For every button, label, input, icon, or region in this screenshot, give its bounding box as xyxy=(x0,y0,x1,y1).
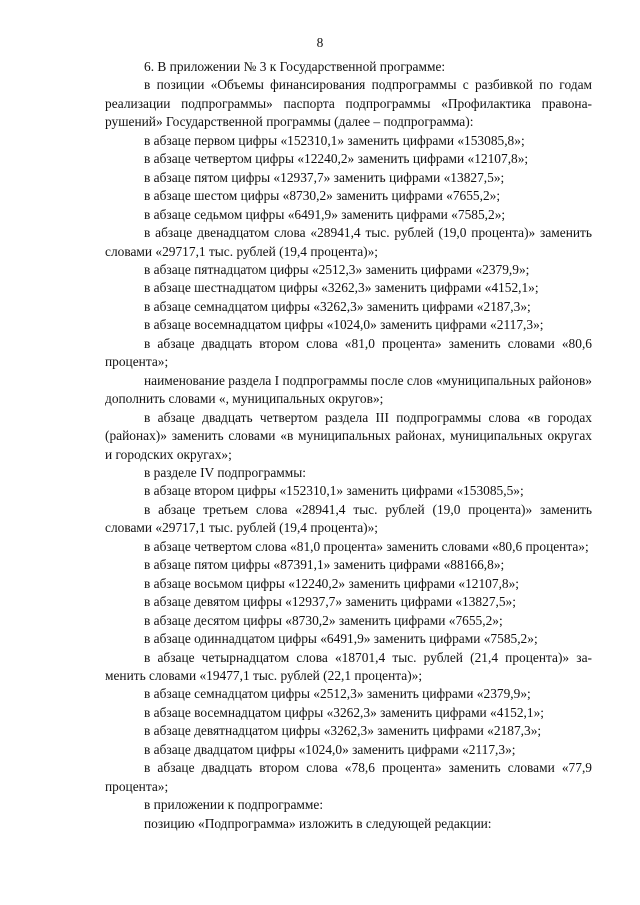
paragraph: в абзаце двенадцатом слова «28941,4 тыс. рублей (19,0 процента)» заменить словами «29717,1 тыс. рублей (19,4 процента)»; xyxy=(105,225,592,259)
paragraph: 6. В приложении № 3 к Государственной программе: xyxy=(144,59,446,74)
paragraph: в абзаце четвертом цифры «12240,2» заменить цифрами «12107,8»; xyxy=(144,151,529,167)
paragraph: в абзаце восемнадцатом цифры «1024,0» заменить цифрами «2117,3»; xyxy=(144,317,544,333)
paragraph: в абзаце семнадцатом цифры «3262,3» заменить цифрами «2187,3»; xyxy=(144,298,531,314)
paragraph: в абзаце двадцатом цифры «1024,0» заменить цифрами «2117,3»; xyxy=(144,741,516,757)
paragraph: в позиции «Объемы финансирования подпрограммы с разбивкой по годам реализации подпрограммы» паспорта подпрограммы «Профилактика правонарушений» Государственной программы (далее – подпрограмма): xyxy=(105,77,592,130)
paragraph: в абзаце пятом цифры «87391,1» заменить цифрами «88166,8»; xyxy=(144,557,505,573)
paragraph: в абзаце первом цифры «152310,1» заменить цифрами «153085,8»; xyxy=(144,132,525,148)
paragraph: в абзаце девятом цифры «12937,7» заменить цифрами «13827,5»; xyxy=(144,594,516,610)
document-body xyxy=(105,58,592,833)
page-number: 8 xyxy=(316,35,324,50)
paragraph: в абзаце двадцать втором слова «81,0 процента» заменить словами «80,6 процента»; xyxy=(105,335,592,370)
paragraph: в абзаце четвертом слова «81,0 процента» заменить словами «80,6 процента»; xyxy=(144,538,589,554)
paragraph: в абзаце пятом цифры «12937,7» заменить цифрами «13827,5»; xyxy=(144,169,505,185)
paragraph: в абзаце четырнадцатом слова «18701,4 тыс. рублей (21,4 процента)» заменить словами «19477,1 тыс. рублей (22,1 процента)»; xyxy=(105,649,592,683)
paragraph: наименование раздела I подпрограммы после слов «муниципальных районов» дополнить словами «, муниципальных округов»; xyxy=(105,372,592,407)
paragraph: в абзаце шестом цифры «8730,2» заменить цифрами «7655,2»; xyxy=(144,188,501,204)
paragraph: в абзаце седьмом цифры «6491,9» заменить цифрами «7585,2»; xyxy=(144,206,506,222)
paragraph: в абзаце восемнадцатом цифры «3262,3» заменить цифрами «4152,1»; xyxy=(144,704,544,720)
paragraph: позицию «Подпрограмма» изложить в следующей редакции: xyxy=(144,815,492,831)
paragraph: в абзаце пятнадцатом цифры «2512,3» заменить цифрами «2379,9»; xyxy=(144,261,530,277)
paragraph: в абзаце одиннадцатом цифры «6491,9» заменить цифрами «7585,2»; xyxy=(144,631,538,647)
paragraph: в абзаце восьмом цифры «12240,2» заменить цифрами «12107,8»; xyxy=(144,575,520,591)
paragraph: в разделе IV подпрограммы: xyxy=(144,464,306,480)
paragraph: в абзаце шестнадцатом цифры «3262,3» заменить цифрами «4152,1»; xyxy=(144,280,539,296)
paragraph: в абзаце девятнадцатом цифры «3262,3» заменить цифрами «2187,3»; xyxy=(144,723,542,739)
paragraph: в абзаце семнадцатом цифры «2512,3» заменить цифрами «2379,9»; xyxy=(144,686,531,702)
paragraph: в приложении к подпрограмме: xyxy=(144,797,324,813)
paragraph: в абзаце двадцать четвертом раздела III подпрограммы слова «в городах (районах)» заменить словами «в муниципальных районах, муниципальных округах и городских округах»; xyxy=(105,409,592,462)
paragraph: в абзаце третьем слова «28941,4 тыс. рублей (19,0 процента)» заменить словами «29717,1 тыс. рублей (19,4 процента)»; xyxy=(105,501,592,536)
paragraph: в абзаце десятом цифры «8730,2» заменить цифрами «7655,2»; xyxy=(144,612,503,628)
paragraph: в абзаце двадцать втором слова «78,6 процента» заменить словами «77,9 процента»; xyxy=(105,760,592,794)
paragraph: в абзаце втором цифры «152310,1» заменить цифрами «153085,5»; xyxy=(144,483,524,499)
